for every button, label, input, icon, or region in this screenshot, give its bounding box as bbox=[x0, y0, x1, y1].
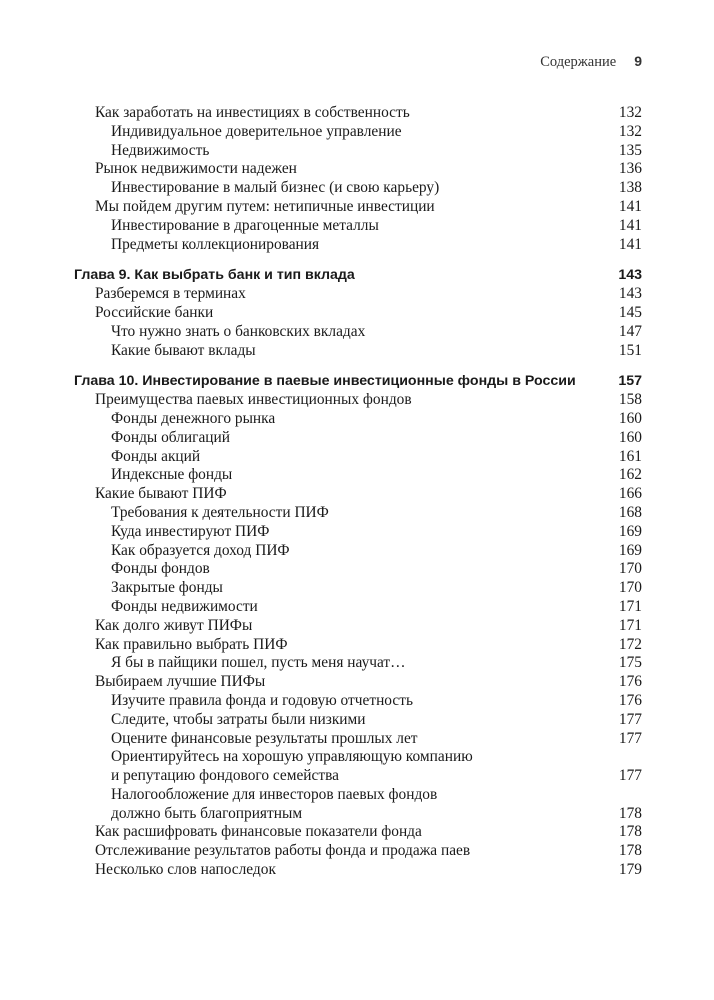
toc-entry-title: Глава 10. Инвестирование в паевые инвестиционные фонды в России bbox=[74, 373, 576, 390]
toc-entry-title: Какие бывают ПИФ bbox=[95, 485, 227, 503]
toc-entry-page: 171 bbox=[618, 597, 642, 615]
toc-entry-title: Что нужно знать о банковских вкладах bbox=[111, 322, 366, 340]
toc-entry-page: 177 bbox=[618, 710, 642, 728]
toc-entry-title: Куда инвестируют ПИФ bbox=[111, 522, 270, 540]
toc-entry-title: Требования к деятельности ПИФ bbox=[111, 503, 329, 521]
toc-entry-page: 138 bbox=[618, 179, 642, 197]
page-number: 9 bbox=[634, 53, 642, 69]
toc-entry[interactable] bbox=[0, 861, 714, 880]
toc-entry-page: 175 bbox=[618, 654, 642, 672]
toc-entry-page: 145 bbox=[618, 303, 642, 321]
toc-entry[interactable] bbox=[0, 485, 714, 504]
toc-entry-title: Инвестирование в драгоценные металлы bbox=[111, 216, 379, 234]
toc-entry-title: Следите, чтобы затраты были низкими bbox=[111, 710, 366, 728]
toc-entry-title: Как заработать на инвестициях в собственность bbox=[95, 104, 410, 121]
toc-entry-title bbox=[111, 748, 473, 786]
toc-entry[interactable] bbox=[0, 429, 714, 448]
toc-entry-page: 143 bbox=[618, 267, 642, 284]
toc-entry[interactable] bbox=[0, 123, 714, 142]
toc-entry[interactable] bbox=[0, 323, 714, 342]
toc-entry-page: 176 bbox=[618, 691, 642, 709]
toc-entry-title-line1: Ориентируйтесь на хорошую управляющую компанию bbox=[111, 748, 473, 766]
toc-entry[interactable] bbox=[0, 142, 714, 161]
toc-entry-page: 178 bbox=[618, 842, 642, 860]
toc-entry-title: Как долго живут ПИФы bbox=[95, 616, 253, 634]
toc-entry[interactable] bbox=[0, 304, 714, 323]
toc-entry[interactable] bbox=[0, 160, 714, 179]
toc-entry[interactable] bbox=[0, 654, 714, 673]
toc-entry[interactable] bbox=[0, 236, 714, 255]
toc-entry-page: 135 bbox=[618, 141, 642, 159]
toc-entry-page: 160 bbox=[618, 428, 642, 446]
toc-entry-title-line1: Налогообложение для инвесторов паевых фондов bbox=[111, 785, 438, 803]
toc-entry-title: Глава 9. Как выбрать банк и тип вклада bbox=[74, 267, 355, 284]
toc-entry-title: Рынок недвижимости надежен bbox=[95, 160, 297, 178]
toc-entry[interactable] bbox=[0, 579, 714, 598]
toc-entry[interactable] bbox=[0, 542, 714, 561]
toc-entry-title-line2: должно быть благоприятным bbox=[111, 804, 303, 822]
toc-entry-title: Инвестирование в малый бизнес (и свою карьеру) bbox=[111, 179, 440, 197]
toc-entry-title: Как правильно выбрать ПИФ bbox=[95, 635, 288, 653]
toc-entry-title: Фонды денежного рынка bbox=[111, 409, 276, 427]
toc-entry[interactable] bbox=[0, 104, 714, 123]
toc-entry-page: 141 bbox=[618, 216, 642, 234]
toc-entry-page: 158 bbox=[618, 391, 642, 409]
toc-entry[interactable] bbox=[0, 711, 714, 730]
toc-entry-page: 160 bbox=[618, 409, 642, 427]
toc-entry[interactable] bbox=[0, 786, 714, 824]
toc-entry[interactable] bbox=[0, 198, 714, 217]
toc-entry-page: 178 bbox=[618, 804, 642, 822]
toc-entry-title: Фонды облигаций bbox=[111, 428, 231, 446]
toc-entry[interactable] bbox=[0, 466, 714, 485]
toc-entry[interactable] bbox=[0, 842, 714, 861]
toc-entry-page: 169 bbox=[618, 541, 642, 559]
toc-entry-page: 161 bbox=[618, 447, 642, 465]
toc-entry-title: Преимущества паевых инвестиционных фондов bbox=[95, 391, 412, 409]
toc-entry[interactable] bbox=[0, 636, 714, 655]
toc-entry[interactable] bbox=[0, 285, 714, 304]
toc-entry[interactable] bbox=[0, 823, 714, 842]
toc-entry-title: Отслеживание результатов работы фонда и продажа паев bbox=[95, 842, 471, 860]
toc-entry-title: Как расшифровать финансовые показатели фонда bbox=[95, 823, 422, 841]
toc-entry-page: 147 bbox=[618, 322, 642, 340]
toc-entry-title: Фонды фондов bbox=[111, 560, 210, 578]
toc-entry-page: 162 bbox=[618, 466, 642, 484]
running-head-title: Содержание bbox=[540, 54, 617, 70]
toc-entry-title: Изучите правила фонда и годовую отчетность bbox=[111, 691, 413, 709]
toc-entry-page: 132 bbox=[618, 104, 642, 121]
toc-entry-title: Оцените финансовые результаты прошлых лет bbox=[111, 729, 418, 747]
toc-entry-title: Выбираем лучшие ПИФы bbox=[95, 673, 266, 691]
toc-entry-title: Разберемся в терминах bbox=[95, 285, 246, 303]
toc-entry-title: Как образуется доход ПИФ bbox=[111, 541, 290, 559]
toc-entry-page: 168 bbox=[618, 503, 642, 521]
chapter-heading[interactable] bbox=[0, 372, 714, 391]
toc-entry[interactable] bbox=[0, 673, 714, 692]
toc-entry-page: 179 bbox=[618, 861, 642, 879]
toc-entry-title: Недвижимость bbox=[111, 141, 210, 159]
toc-entry-title: Фонды недвижимости bbox=[111, 597, 258, 615]
toc-entry-title: Несколько слов напоследок bbox=[95, 861, 276, 879]
toc-entry-page: 157 bbox=[618, 373, 642, 390]
toc-entry-title: Индивидуальное доверительное управление bbox=[111, 122, 402, 140]
toc-entry-page: 166 bbox=[618, 485, 642, 503]
toc-entry-title bbox=[111, 786, 437, 824]
toc-entry[interactable] bbox=[0, 410, 714, 429]
toc-entry-page: 177 bbox=[618, 729, 642, 747]
toc-entry-page: 178 bbox=[618, 823, 642, 841]
toc-section bbox=[0, 372, 714, 880]
toc-entry-page: 136 bbox=[618, 160, 642, 178]
toc-entry[interactable] bbox=[0, 523, 714, 542]
toc-entry[interactable] bbox=[0, 560, 714, 579]
toc-entry-page: 141 bbox=[618, 197, 642, 215]
toc-entry-title: Я бы в пайщики пошел, пусть меня научат… bbox=[111, 654, 406, 672]
toc-entry-title: Мы пойдем другим путем: нетипичные инвестиции bbox=[95, 197, 435, 215]
toc-section bbox=[0, 104, 714, 254]
toc-entry[interactable] bbox=[0, 692, 714, 711]
toc-entry-page: 169 bbox=[618, 522, 642, 540]
toc-entry[interactable] bbox=[0, 179, 714, 198]
toc-entry[interactable] bbox=[0, 598, 714, 617]
chapter-heading[interactable] bbox=[0, 266, 714, 285]
toc-entry-page: 170 bbox=[618, 560, 642, 578]
toc-entry-title: Фонды акций bbox=[111, 447, 201, 465]
toc-entry-title: Индексные фонды bbox=[111, 466, 233, 484]
toc-entry[interactable] bbox=[0, 504, 714, 523]
toc-entry-page: 170 bbox=[618, 579, 642, 597]
toc-entry-page: 141 bbox=[618, 235, 642, 253]
running-head bbox=[540, 53, 642, 71]
toc-entry-page: 171 bbox=[618, 616, 642, 634]
toc-entry-page: 143 bbox=[618, 285, 642, 303]
toc-section bbox=[0, 266, 714, 360]
toc-entry-page: 151 bbox=[618, 341, 642, 359]
toc-entry[interactable] bbox=[0, 448, 714, 467]
toc-entry-title: Предметы коллекционирования bbox=[111, 235, 320, 253]
toc-entry-title: Российские банки bbox=[95, 303, 214, 321]
toc-entry[interactable] bbox=[0, 730, 714, 749]
toc-entry-page: 172 bbox=[618, 635, 642, 653]
toc-entry-page: 132 bbox=[618, 122, 642, 140]
toc-entry[interactable] bbox=[0, 217, 714, 236]
toc-entry[interactable] bbox=[0, 342, 714, 361]
toc-entry-title-line2: и репутацию фондового семейства bbox=[111, 767, 339, 785]
toc-entry-title: Закрытые фонды bbox=[111, 579, 223, 597]
toc-entry[interactable] bbox=[0, 748, 714, 786]
toc-entry-title: Какие бывают вклады bbox=[111, 341, 256, 359]
toc-entry[interactable] bbox=[0, 391, 714, 410]
toc-entry-page: 176 bbox=[618, 673, 642, 691]
toc-entry[interactable] bbox=[0, 617, 714, 636]
toc-entry-page: 177 bbox=[618, 767, 642, 785]
table-of-contents bbox=[0, 104, 714, 880]
